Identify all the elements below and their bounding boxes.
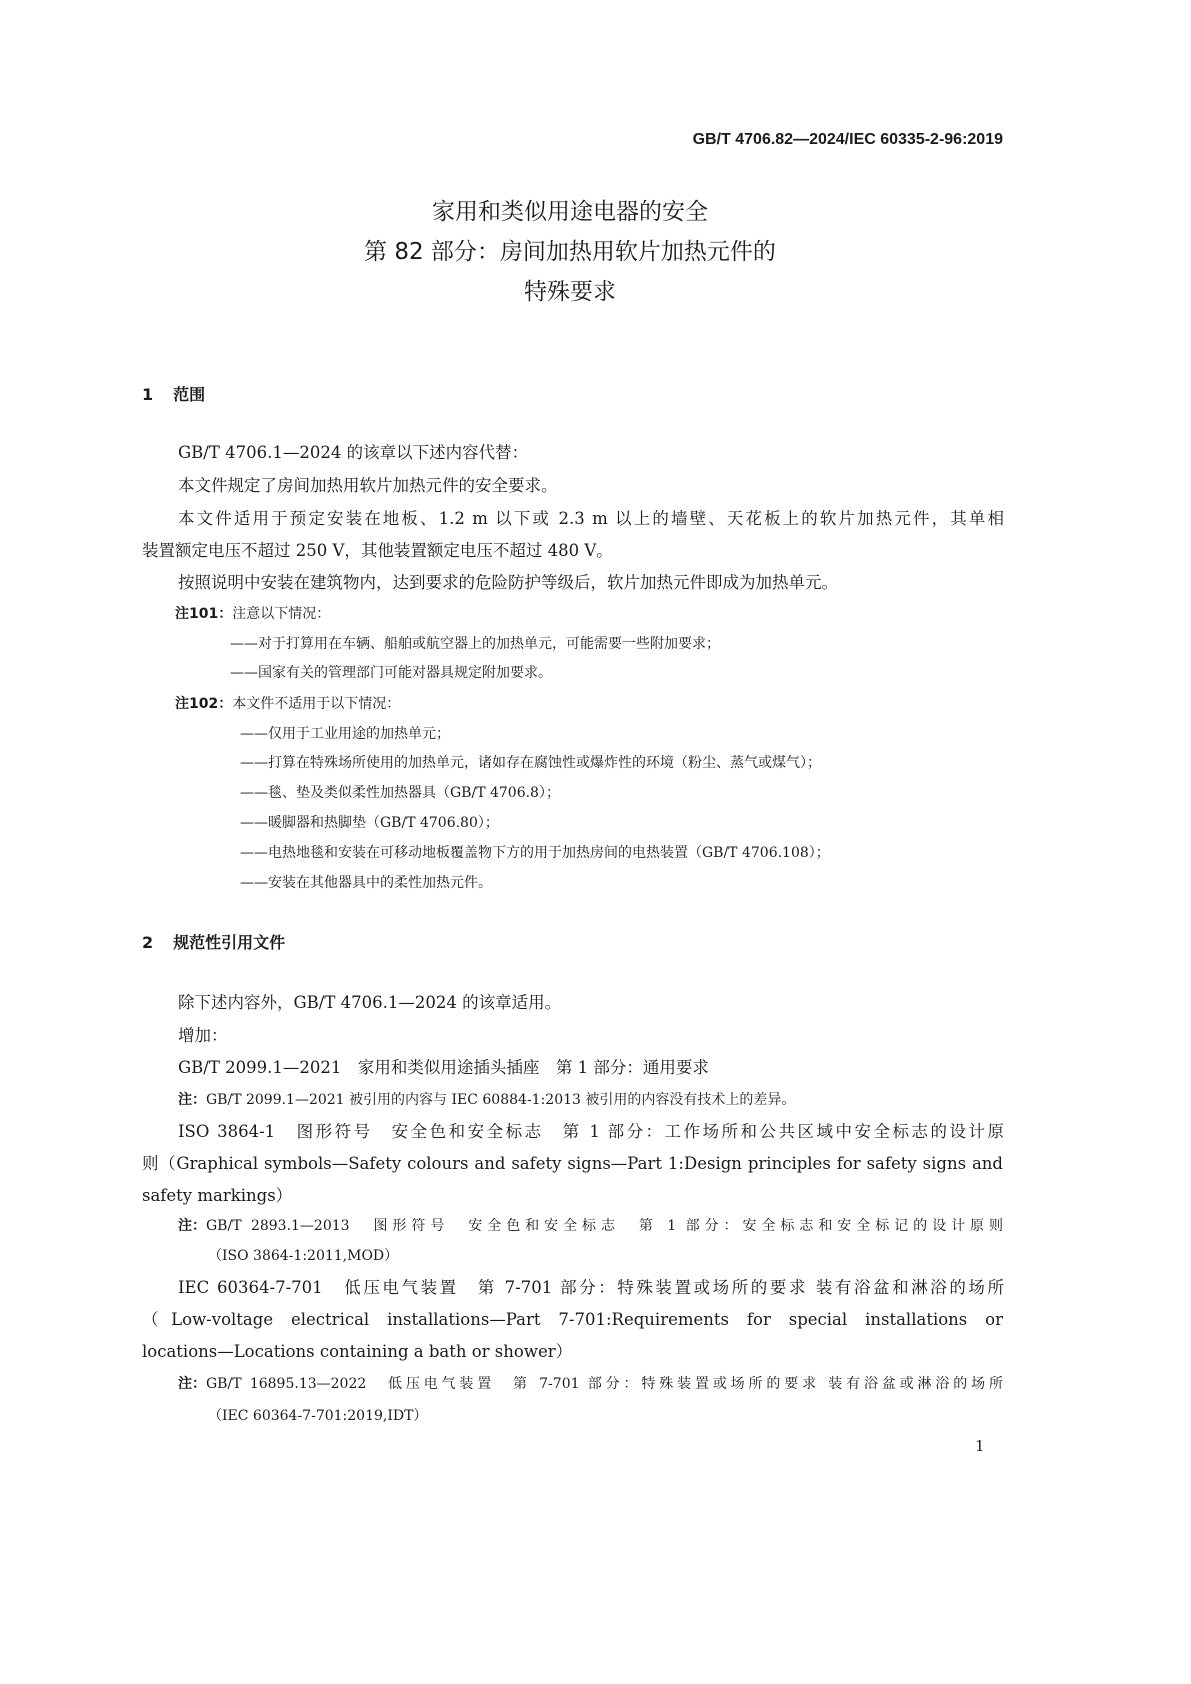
note-item: ——安装在其他器具中的柔性加热元件。 [240, 875, 492, 891]
note-item: ——电热地毯和安装在可移动地板覆盖物下方的用于加热房间的电热装置（GB/T 4706.108）； [240, 845, 830, 861]
note [178, 1090, 795, 1110]
note-label: 注： [178, 1092, 206, 1108]
note-label: 注： [178, 1218, 206, 1234]
section-2-heading [142, 930, 285, 953]
note-text: 注意以下情况： [232, 606, 331, 622]
paragraph: 按照说明中安装在建筑物内，达到要求的危险防护等级后，软片加热元件即成为加热单元。 [178, 573, 838, 592]
note-label: 注101： [175, 606, 233, 622]
section-title: 规范性引用文件 [173, 933, 286, 952]
note-item: ——国家有关的管理部门可能对器具规定附加要求。 [230, 665, 552, 681]
reference: IEC 60364-7-701 低压电气装置 第 7-701 部分：特殊装置或场所的要求 装有浴盆和淋浴的场所 [178, 1278, 1004, 1297]
section-1-heading [142, 382, 205, 405]
note-text: GB/T 2099.1—2021 被引用的内容与 IEC 60884-1:2013 被引用的内容没有技术上的差异。 [206, 1092, 796, 1108]
note-text: GB/T 2893.1—2013 图形符号 安全色和安全标志 第 1 部分：安全标志和安全标记的设计原则 [206, 1218, 1003, 1234]
reference: （Low-voltage electrical installations—Part 7-701:Requirements for special installations or [142, 1310, 1003, 1329]
reference: safety markings） [142, 1186, 293, 1205]
section-number: 2 [142, 933, 154, 952]
note-label: 注： [178, 1376, 206, 1392]
paragraph: 本文件规定了房间加热用软片加热元件的安全要求。 [178, 476, 558, 495]
document-id: GB/T 4706.82—2024/IEC 60335-2-96:2019 [692, 131, 1003, 148]
title-line-1: 家用和类似用途电器的安全 [432, 199, 708, 225]
reference: GB/T 2099.1—2021 家用和类似用途插头插座 第 1 部分：通用要求 [178, 1058, 709, 1077]
note-item: ——暖脚器和热脚垫（GB/T 4706.80）； [240, 815, 499, 831]
note [178, 1374, 1003, 1394]
note-label: 注102： [175, 696, 233, 712]
note-text: （IEC 60364-7-701:2019,IDT） [208, 1408, 428, 1424]
paragraph: 增加： [178, 1026, 228, 1045]
note-item: ——毯、垫及类似柔性加热器具（GB/T 4706.8）； [240, 785, 560, 801]
paragraph: GB/T 4706.1—2024 的该章以下述内容代替： [178, 443, 529, 462]
section-title: 范围 [173, 385, 206, 404]
title-line-3: 特殊要求 [524, 279, 616, 305]
note-101 [175, 604, 330, 624]
note-item: ——对于打算用在车辆、船舶或航空器上的加热单元，可能需要一些附加要求； [230, 636, 720, 652]
paragraph: 除下述内容外，GB/T 4706.1—2024 的该章适用。 [178, 993, 562, 1012]
note [178, 1216, 1003, 1236]
note-text: （ISO 3864-1:2011,MOD） [208, 1248, 399, 1264]
page-number: 1 [975, 1437, 985, 1455]
title-line-2: 第 82 部分：房间加热用软片加热元件的 [364, 239, 776, 265]
note-102 [175, 694, 400, 714]
reference: ISO 3864-1 图形符号 安全色和安全标志 第 1 部分：工作场所和公共区域中安全标志的设计原 [178, 1122, 1004, 1141]
reference: 则（Graphical symbols—Safety colours and safety signs—Part 1:Design principles for safety signs and [142, 1154, 1003, 1173]
reference: locations—Locations containing a bath or shower） [142, 1342, 573, 1361]
paragraph: 装置额定电压不超过 250 V，其他装置额定电压不超过 480 V。 [142, 541, 613, 560]
note-text: 本文件不适用于以下情况： [232, 696, 401, 712]
section-number: 1 [142, 385, 154, 404]
note-item: ——仅用于工业用途的加热单元； [240, 726, 450, 742]
note-text: GB/T 16895.13—2022 低压电气装置 第 7-701 部分：特殊装置或场所的要求 装有浴盆或淋浴的场所 [206, 1376, 1003, 1392]
paragraph: 本文件适用于预定安装在地板、1.2 m 以下或 2.3 m 以上的墙壁、天花板上的软片加热元件，其单相 [178, 509, 1004, 528]
note-item: ——打算在特殊场所使用的加热单元，诸如存在腐蚀性或爆炸性的环境（粉尘、蒸气或煤气）； [240, 755, 821, 771]
